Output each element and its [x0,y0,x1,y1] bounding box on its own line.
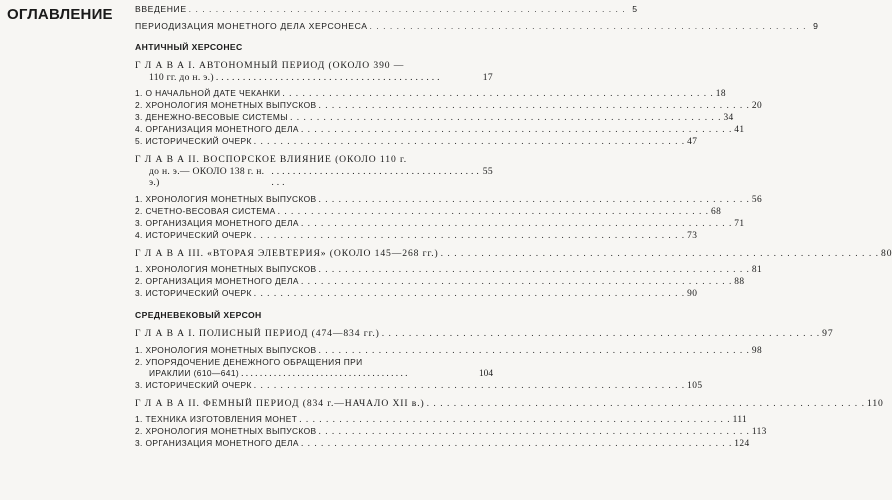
subentry-title: 2. СЧЕТНО-ВЕСОВАЯ СИСТЕМА [135,205,276,216]
toc-entry-periodization[interactable] [135,20,819,33]
subentry-page: 90 [687,289,698,299]
subentry-page: 113 [751,427,767,437]
chapter-row [135,328,834,340]
subentry-page: 111 [732,415,748,425]
toc-title: ОГЛАВЛЕНИЕ [7,6,113,23]
toc-subentry[interactable] [135,217,745,230]
entry-title: ПЕРИОДИЗАЦИЯ МОНЕТНОГО ДЕЛА ХЕРСОНЕСА [135,20,368,31]
leader-dots [301,277,732,288]
chapter-row [135,397,884,410]
subentry-title: 4. ОРГАНИЗАЦИЯ МОНЕТНОГО ДЕЛА [135,124,299,134]
subentry-page: 71 [734,218,745,229]
subentry-page: 56 [751,194,763,205]
toc-entry-intro[interactable] [135,4,638,16]
leader-dots [319,346,750,357]
subentry-title: 4. ИСТОРИЧЕСКИЙ ОЧЕРК [135,229,252,240]
chapter-title-line2: 110 гг. до н. э.) [149,71,214,83]
subentry-page: 68 [710,206,722,217]
chapter-page: 55 [482,165,493,177]
toc-subentry[interactable] [135,205,722,218]
subentry-page: 98 [751,345,763,356]
entry-title: ВВЕДЕНИЕ [135,4,187,14]
subentry-page: 104 [478,368,493,379]
chapter-row [135,247,892,260]
leader-dots [254,137,685,148]
leader-dots [254,231,685,242]
subentry-page: 124 [734,439,750,449]
leader-dots [301,439,732,450]
toc-subentry[interactable] [135,100,763,112]
chapter-heading[interactable] [135,60,493,83]
toc-sections [135,42,892,450]
subentry-title: 1. ХРОНОЛОГИЯ МОНЕТНЫХ ВЫПУСКОВ [135,344,317,355]
toc-subentry[interactable] [135,88,726,100]
subentry-title: 3. ОРГАНИЗАЦИЯ МОНЕТНОГО ДЕЛА [135,438,299,448]
toc-subentry[interactable] [135,193,763,206]
leader-dots [271,166,480,189]
leader-dots [278,207,709,218]
leader-dots [301,125,732,136]
subentry-title: 1. ХРОНОЛОГИЯ МОНЕТНЫХ ВЫПУСКОВ [135,264,317,274]
chapter-heading[interactable] [135,397,884,410]
leader-dots [441,248,879,260]
subentry-title: 2. ХРОНОЛОГИЯ МОНЕТНЫХ ВЫПУСКОВ [135,100,317,110]
leader-dots [319,101,750,112]
chapter-title-continued [135,72,493,84]
chapter-page: 17 [482,71,493,83]
subentry-page: 81 [751,265,763,275]
subentry-title: 3. ИСТОРИЧЕСКИЙ ОЧЕРК [135,288,252,298]
leader-dots [282,89,713,100]
subentry-page: 73 [687,230,698,241]
toc-subentry[interactable] [135,357,493,380]
leader-dots [189,4,626,16]
chapter-page: 110 [867,397,884,409]
chapter-heading[interactable] [135,328,834,340]
subentry-title: 1. О НАЧАЛЬНОЙ ДАТЕ ЧЕКАНКИ [135,88,281,98]
subentry-title: 3. ОРГАНИЗАЦИЯ МОНЕТНОГО ДЕЛА [135,217,299,228]
subentry-page: 20 [751,101,763,111]
leader-dots [290,113,721,124]
toc-subentry[interactable] [135,438,750,450]
leader-dots [319,195,750,206]
toc-subentry[interactable] [135,276,745,288]
chapter-heading[interactable] [135,247,892,260]
chapter-title: Г Л А В А II. ФЕМНЫЙ ПЕРИОД (834 г.—НАЧАЛО XII в.) [135,397,425,409]
subentry-title: 3. ИСТОРИЧЕСКИЙ ОЧЕРК [135,379,252,390]
subentry-page: 88 [734,277,745,287]
leader-dots [319,427,750,438]
chapter-heading[interactable] [135,154,493,189]
leader-dots [427,398,865,410]
subentry-title-line2: ИРАКЛИИ (610—641) [149,367,240,378]
subentry-title: 2. ХРОНОЛОГИЯ МОНЕТНЫХ ВЫПУСКОВ [135,426,317,436]
subentry-title: 2. УПОРЯДОЧЕНИЕ ДЕНЕЖНОГО ОБРАЩЕНИЯ ПРИ [135,356,363,367]
subentry-title: 3. ДЕНЕЖНО-ВЕСОВЫЕ СИСТЕМЫ [135,112,289,122]
subentry-title: 2. ОРГАНИЗАЦИЯ МОНЕТНОГО ДЕЛА [135,276,299,286]
toc-subentry[interactable] [135,426,767,438]
chapter-title: Г Л А В А I. ПОЛИСНЫЙ ПЕРИОД (474—834 гг.) [135,328,380,339]
subentry-page: 105 [687,380,703,391]
subentry-page: 41 [734,125,745,135]
toc-subentry[interactable] [135,344,763,357]
chapter-title: Г Л А В А II. ВОСПОРСКОЕ ВЛИЯНИЕ (ОКОЛО 110 г. [135,154,408,165]
section-heading: АНТИЧНЫЙ ХЕРСОНЕС [135,42,243,52]
toc-subentry[interactable] [135,379,703,392]
toc-subentry[interactable] [135,112,734,124]
chapter-title-continued [135,166,493,189]
leader-dots [319,265,750,276]
subentry-page: 47 [687,137,698,147]
leader-dots [254,289,685,300]
subentry-title: 1. ТЕХНИКА ИЗГОТОВЛЕНИЯ МОНЕТ [135,414,298,424]
leader-dots [216,72,481,84]
toc-subentry[interactable] [135,136,698,148]
subentry-title: 5. ИСТОРИЧЕСКИЙ ОЧЕРК [135,136,252,146]
subentry-page: 18 [715,89,726,99]
toc-subentry[interactable] [135,414,748,426]
toc-column [135,4,892,450]
section-heading: СРЕДНЕВЕКОВЫЙ ХЕРСОН [135,310,262,320]
leader-dots [382,328,820,340]
toc-subentry[interactable] [135,288,698,300]
toc-subentry[interactable] [135,229,698,242]
chapter-title: Г Л А В А III. «ВТОРАЯ ЭЛЕВТЕРИЯ» (ОКОЛО 145—268 гг.) [135,247,439,259]
leader-dots [241,369,477,380]
toc-subentry[interactable] [135,124,745,136]
chapter-title-line2: до н. э.— ОКОЛО 138 г. н. э.) [149,165,265,188]
leader-dots [301,219,732,230]
chapter-page: 97 [822,328,834,339]
chapter-page: 80 [881,247,892,259]
subentry-title: 1. ХРОНОЛОГИЯ МОНЕТНЫХ ВЫПУСКОВ [135,193,317,204]
leader-dots [254,381,685,392]
entry-page: 5 [632,4,638,14]
subentry-title-continued [135,368,493,380]
toc-subentry[interactable] [135,264,763,276]
chapter-title: Г Л А В А I. АВТОНОМНЫЙ ПЕРИОД (ОКОЛО 390 — [135,60,405,71]
subentry-page: 34 [723,113,734,123]
leader-dots [370,21,807,33]
entry-page: 9 [813,20,819,31]
leader-dots [299,415,730,426]
